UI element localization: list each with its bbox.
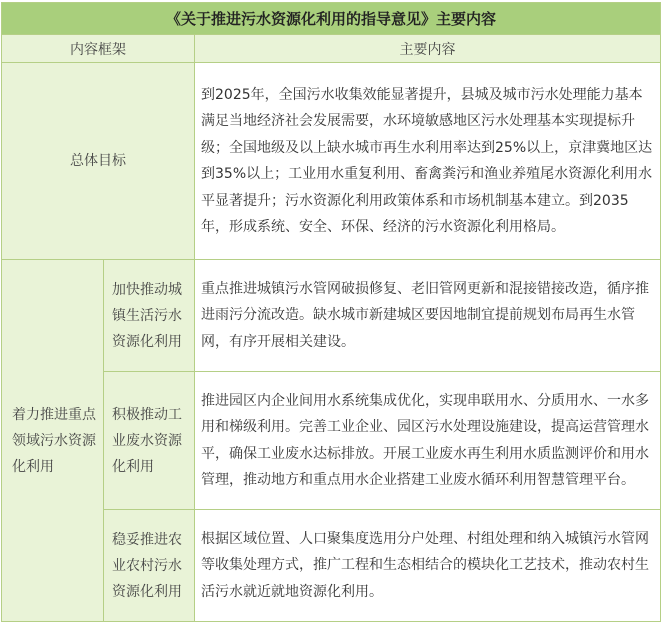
industrial-wastewater-text: 推进园区内企业间用水系统集成优化，实现串联用水、分质用水、一水多用和梯级利用。完善工业企业、园区污水处理设施建设，提高运营管理水平，确保工业废水达标排放。开展工业废水再生利用水质监测评价和用水管理，推动地方和重点用水企业搭建工业废水循环利用智慧管理平台。 (195, 372, 661, 510)
rural-sewage-label: 稳妥推进农业农村污水资源化利用 (104, 510, 195, 622)
industrial-wastewater-label: 积极推动工业废水资源化利用 (104, 372, 195, 510)
urban-sewage-text: 重点推进城镇污水管网破损修复、老旧管网更新和混接错接改造，循序推进雨污分流改造。缺水城市新建城区要因地制宜提前规划布局再生水管网，有序开展相关建设。 (195, 260, 661, 372)
header-framework: 内容框架 (2, 35, 195, 63)
key-areas-label: 着力推进重点领域污水资源化利用 (2, 260, 104, 622)
urban-sewage-label: 加快推动城镇生活污水资源化利用 (104, 260, 195, 372)
table-title: 《关于推进污水资源化利用的指导意见》主要内容 (2, 3, 661, 35)
header-main-content: 主要内容 (195, 35, 661, 63)
policy-summary-table (1, 2, 661, 622)
rural-sewage-text: 根据区域位置、人口聚集度选用分户处理、村组处理和纳入城镇污水管网等收集处理方式，推广工程和生态相结合的模块化工艺技术，推动农村生活污水就近就地资源化利用。 (195, 510, 661, 622)
overall-goal-label: 总体目标 (2, 63, 195, 260)
overall-goal-text: 到2025年，全国污水收集效能显著提升，县城及城市污水处理能力基本满足当地经济社会发展需要，水环境敏感地区污水处理基本实现提标升级；全国地级及以上缺水城市再生水利用率达到25%以上，京津冀地区达到35%以上；工业用水重复利用、畜禽粪污和渔业养殖尾水资源化利用水平显著提升；污水资源化利用政策体系和市场机制基本建立。到2035年，形成系统、安全、环保、经济的污水资源化利用格局。 (195, 63, 661, 260)
